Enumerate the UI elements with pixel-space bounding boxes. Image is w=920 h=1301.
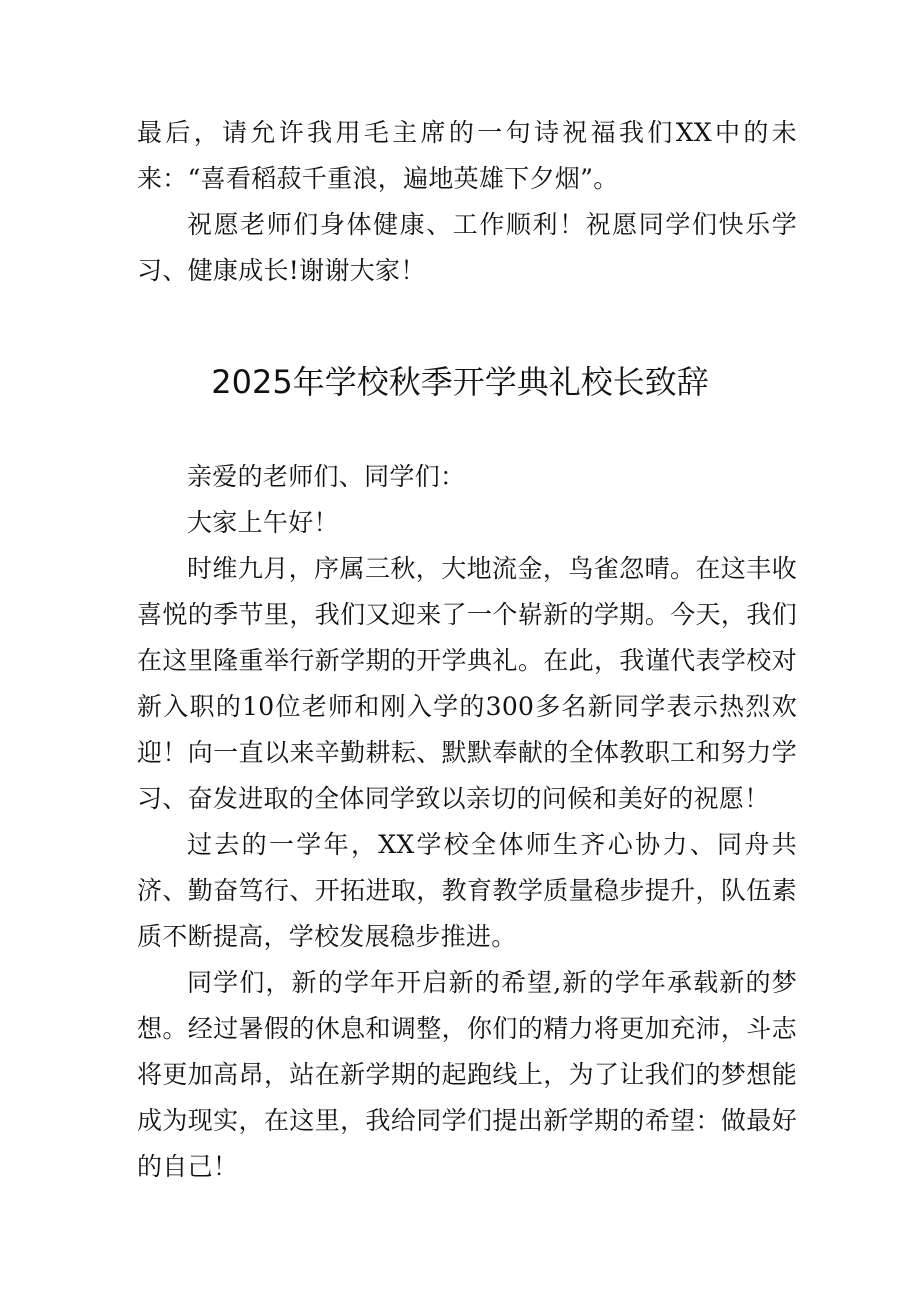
speech-greeting: 亲爱的老师们、同学们： <box>187 462 466 491</box>
speech-title: 2025年学校秋季开学典礼校长致辞 <box>211 363 709 401</box>
speech-paragraph: 时维九月，序属三秋，大地流金，鸟雀忽晴。在这丰收喜悦的季节里，我们又迎来了一个崭新的学期。今天，我们在这里隆重举行新学期的开学典礼。在此，我谨代表学校对新入职的10位老师和刚入学的300多名新同学表示热烈欢迎！向一直以来辛勤耕耘、默默奉献的全体教职工和努力学习、奋发进取的全体同学致以亲切的问候和美好的祝愿！ <box>137 554 797 813</box>
speech-paragraph: 过去的一学年，XX学校全体师生齐心协力、同舟共济、勤奋笃行、开拓进取，教育教学质量稳步提升，队伍素质不断提高，学校发展稳步推进。 <box>137 830 797 951</box>
speech-salutation: 大家上午好！ <box>187 508 339 537</box>
speech-body <box>137 454 797 1190</box>
closing-paragraph: 最后，请允许我用毛主席的一句诗祝福我们XX中的未来：“喜看稻菽千重浪，遍地英雄下夕烟”。 <box>137 118 797 193</box>
previous-speech-closing <box>137 110 797 294</box>
speech-paragraph: 同学们，新的学年开启新的希望,新的学年承载新的梦想。经过暑假的休息和调整，你们的精力将更加充沛，斗志将更加高昂，站在新学期的起跑线上，为了让我们的梦想能成为现实，在这里，我给同学们提出新学期的希望：做最好的自己！ <box>137 968 797 1181</box>
closing-wishes-paragraph: 祝愿老师们身体健康、工作顺利！祝愿同学们快乐学习、健康成长!谢谢大家！ <box>137 210 797 285</box>
